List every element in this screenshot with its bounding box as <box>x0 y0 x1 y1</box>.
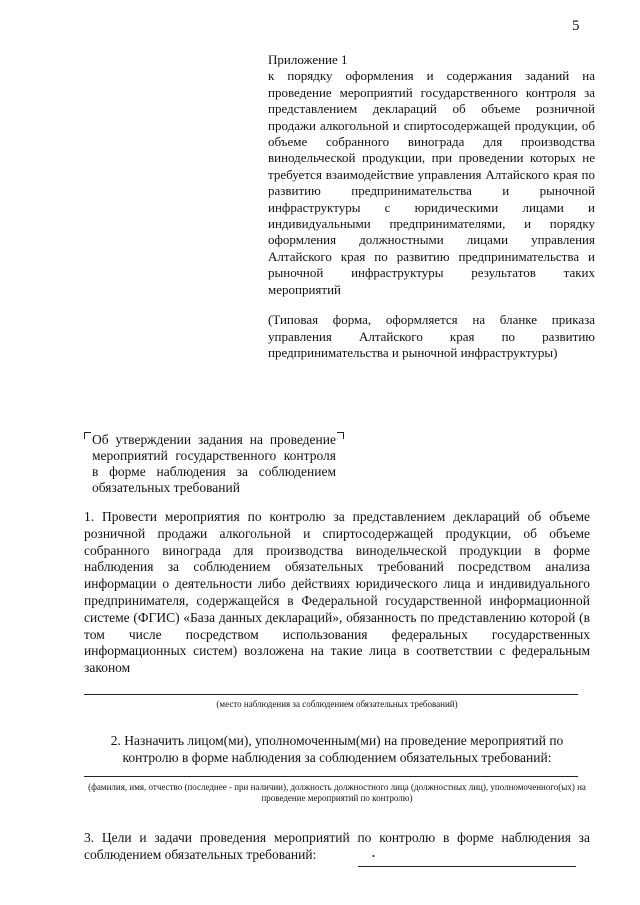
caption-place: (место наблюдения за соблюдением обязательных требований) <box>216 699 458 709</box>
page-number: 5 <box>572 18 580 34</box>
appendix-title: Приложение 1 <box>268 52 348 67</box>
item-2 <box>84 733 590 767</box>
item-2-text: 2. Назначить лицом(ми), уполномоченным(ми) на проведение мероприятий по контролю в форме наблюдения за соблюдением обязательных требований: <box>110 733 564 765</box>
item-1-text: 1. Провести мероприятия по контролю за представлением деклараций об объеме розничной продажи алкогольной и спиртосодержащей продукции, об объеме собранного винограда для производства винодельческой продукции в форме наблюдения за соблюдением обязательных требований посредством анализа информации о деятельности либо действиях юридического лица и индивидуального предпринимателя, содержащейся в Федеральной государственной информационной системе (ФГИС) «База данных деклараций», обязанность по представлению которой (в том числе посредством использования федеральных государственных информационных систем) возложена на такие лица в соответствии с федеральным законом <box>84 509 590 676</box>
item-3-text: 3. Цели и задачи проведения мероприятий по контролю в форме наблюдения за соблюдением обязательных требований: <box>84 830 590 862</box>
corner-mark-right <box>337 432 344 439</box>
corner-mark-left <box>84 432 91 439</box>
fill-line-goals <box>358 866 576 867</box>
fill-line-persons <box>84 776 578 777</box>
appendix-note: (Типовая форма, оформляется на бланке приказа управления Алтайского края по развитию предпринимательства и рыночной инфраструктуры) <box>268 312 595 360</box>
appendix-block <box>268 52 595 361</box>
item-1 <box>84 509 590 677</box>
appendix-body: к порядку оформления и содержания заданий на проведение мероприятий государственного контроля за представлением деклараций об объеме розничной продажи алкогольной и спиртосодержащей продукции, об объеме собранного винограда для производства винодельческой продукции, при проведении которых не требуется взаимодействие управления Алтайского края по развитию предпринимательства и рыночной инфраструктуры с юридическими лицами и индивидуальными предпринимателями, и порядку оформления должностными лицами управления Алтайского края по развитию предпринимательства и рыночной инфраструктуры результатов таких мероприятий <box>268 68 595 297</box>
document-subject: Об утверждении задания на проведение мероприятий государственного контроля в форме наблюдения за соблюдением обязательных требований <box>92 432 336 495</box>
dot-mark: • <box>372 852 375 861</box>
fill-line-place <box>84 694 578 695</box>
caption-persons: (фамилия, имя, отчество (последнее - при наличии), должность должностного лица (должностных лиц), уполномоченного(ых) на проведение мероприятий по контролю) <box>88 782 586 803</box>
item-3 <box>84 830 590 864</box>
subject-block <box>84 432 344 496</box>
